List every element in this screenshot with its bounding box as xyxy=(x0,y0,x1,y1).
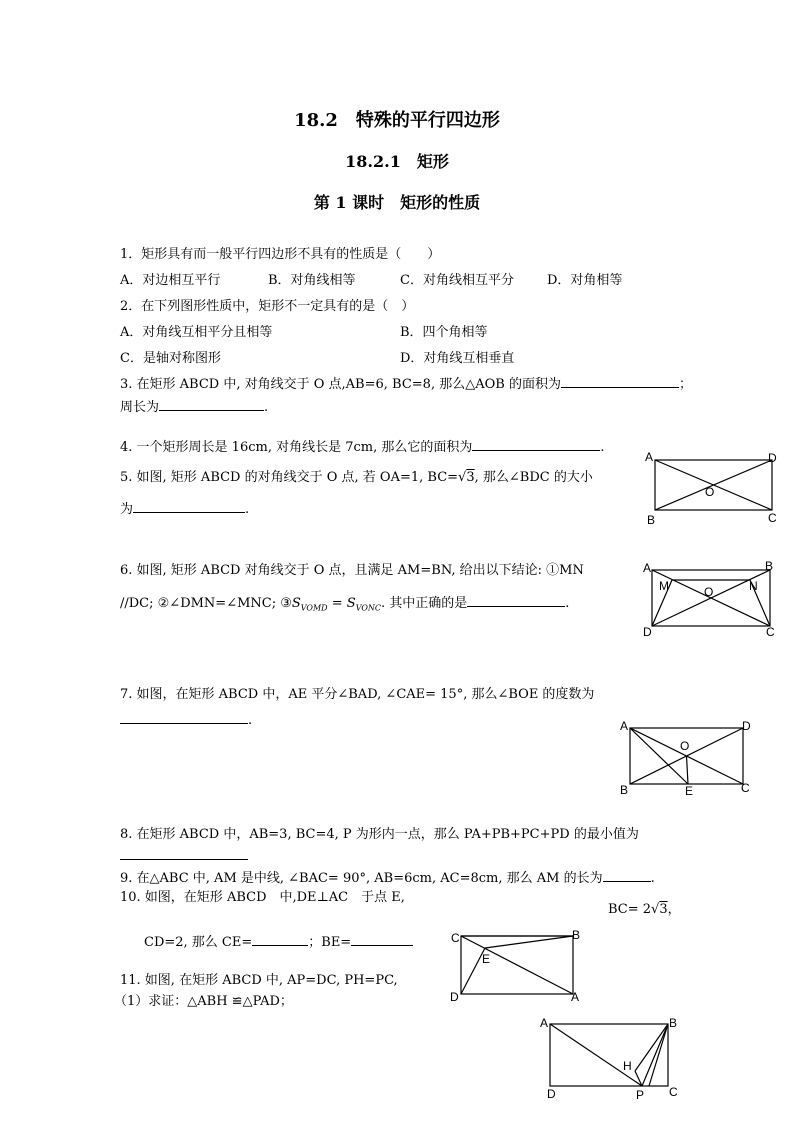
question-1-option-a: A．对边相互平行 xyxy=(120,273,221,288)
question-10-line-2 xyxy=(144,932,413,952)
area-symbol: S xyxy=(346,596,356,611)
segment-ap xyxy=(550,1024,642,1086)
question-3-line-1 xyxy=(120,374,692,394)
question-10-bc xyxy=(608,901,681,919)
question-3-text: 3. 在矩形 ABCD 中, 对角线交于 O 点,AB=6, BC=8, 那么△AOB 的面积为 xyxy=(120,377,561,392)
question-6-line-1: 6. 如图, 矩形 ABCD 对角线交于 O 点，且满足 AM=BN, 给出以下结论: ①MN xyxy=(120,563,584,578)
vertex-label: D xyxy=(643,625,652,639)
vertex-label: A xyxy=(540,1016,549,1030)
question-1-stem: 1．矩形具有而一般平行四边形不具有的性质是（ ） xyxy=(120,247,441,262)
vertex-label: C xyxy=(669,1085,678,1099)
question-2-option-c: C．是轴对称图形 xyxy=(120,351,221,366)
question-1-option-d: D．对角相等 xyxy=(547,273,623,288)
page-title: 18.2 特殊的平行四边形 xyxy=(294,110,500,131)
vertex-label: D xyxy=(450,990,459,1004)
answer-blank xyxy=(133,499,245,513)
question-8-line-1: 8. 在矩形 ABCD 中，AB=3, BC=4, P 为形内一点，那么 PA+PB+PC+PD 的最小值为 xyxy=(120,827,639,842)
sqrt-sign: √ xyxy=(651,902,660,917)
vertex-label: B xyxy=(669,1016,678,1030)
answer-blank xyxy=(561,374,679,388)
vertex-label: B xyxy=(620,783,629,797)
vertex-label: A xyxy=(571,990,580,1004)
answer-blank xyxy=(159,397,264,411)
question-2-option-b: B．四个角相等 xyxy=(400,325,488,340)
sqrt-radicand: 3 xyxy=(659,902,668,917)
vertex-label: B xyxy=(572,928,581,942)
punctuation: ； xyxy=(678,377,692,392)
equals-sign: = xyxy=(327,596,347,611)
segment-eb xyxy=(485,936,573,948)
question-9-text: 9. 在△ABC 中, AM 是中线, ∠BAC= 90°, AB=6cm, AC=8cm, 那么 AM 的长为 xyxy=(120,871,603,886)
answer-blank xyxy=(120,846,248,860)
punctuation: . xyxy=(248,713,253,728)
segment-bx xyxy=(649,1024,668,1086)
center-label: O xyxy=(680,739,690,753)
answer-blank xyxy=(467,593,565,607)
question-6-text: //DC; ②∠DMN=∠MNC; ③ xyxy=(120,596,292,611)
question-10-text: ；BE= xyxy=(308,935,352,950)
vertex-label: B xyxy=(647,513,656,527)
figure-q7-rectangle xyxy=(615,716,765,800)
area-symbol: S xyxy=(291,596,301,611)
sqrt-sign: √ xyxy=(458,470,467,485)
vertex-label: A xyxy=(620,719,629,733)
vertex-label: C xyxy=(768,511,777,525)
answer-blank xyxy=(120,710,248,724)
question-10-line-1: 10. 如图，在矩形 ABCD 中,DE⊥AC 于点 E, xyxy=(120,890,405,905)
question-2-option-d: D．对角线互相垂直 xyxy=(400,351,515,366)
segment-ae xyxy=(630,728,688,784)
figure-q10-rectangle xyxy=(448,926,588,1006)
answer-blank xyxy=(603,868,651,882)
figure-q5-rectangle xyxy=(640,448,790,528)
vertex-label: C xyxy=(741,781,750,795)
punctuation: . xyxy=(264,400,269,415)
area-subscript: VONC xyxy=(355,603,382,613)
vertex-label: D xyxy=(547,1087,556,1101)
question-8-line-2 xyxy=(120,846,248,866)
question-6-text: . 其中正确的是 xyxy=(381,596,468,611)
segment-oe xyxy=(687,756,689,784)
center-label: O xyxy=(704,585,714,599)
question-10-text: BC= 2 xyxy=(608,902,652,917)
figure-q11-rectangle xyxy=(535,1012,685,1104)
punctuation: . xyxy=(565,596,570,611)
vertex-label: C xyxy=(451,931,460,945)
answer-blank xyxy=(252,932,308,946)
rectangle-abcd xyxy=(550,1024,668,1086)
question-7-line-2 xyxy=(120,710,252,730)
question-1-option-b: B．对角线相等 xyxy=(268,273,356,288)
figure-q6-rectangle xyxy=(640,558,790,640)
question-5-text: 为 xyxy=(120,502,134,517)
vertex-label: A xyxy=(643,561,652,575)
question-1-option-c: C．对角线相互平分 xyxy=(400,273,514,288)
answer-blank xyxy=(472,437,600,451)
question-7-line-1: 7. 如图，在矩形 ABCD 中，AE 平分∠BAD, ∠CAE= 15°, 那么∠BOE 的度数为 xyxy=(120,687,595,702)
point-label: P xyxy=(636,1088,645,1102)
punctuation: ， xyxy=(667,902,681,917)
question-6-line-2 xyxy=(120,593,569,618)
question-5-line-1 xyxy=(120,469,593,487)
center-label: O xyxy=(705,485,715,499)
question-4 xyxy=(120,437,605,457)
question-4-text: 4. 一个矩形周长是 16cm, 对角线长是 7cm, 那么它的面积为 xyxy=(120,440,473,455)
question-5-text: 5. 如图, 矩形 ABCD 的对角线交于 O 点, 若 OA=1, BC= xyxy=(120,470,459,485)
point-label: E xyxy=(685,784,694,798)
vertex-label: C xyxy=(766,625,775,639)
answer-blank xyxy=(351,932,413,946)
vertex-label: B xyxy=(765,559,774,573)
punctuation: . xyxy=(650,871,655,886)
question-5-text: , 那么∠BDC 的大小 xyxy=(474,470,593,485)
point-label: N xyxy=(749,579,758,593)
question-5-line-2 xyxy=(120,499,249,519)
question-3-text: 周长为 xyxy=(120,400,160,415)
question-11-line-1: 11. 如图, 在矩形 ABCD 中, AP=DC, PH=PC, xyxy=(120,973,398,988)
point-label: M xyxy=(659,579,669,593)
area-subscript: VOMD xyxy=(300,603,328,613)
vertex-label: D xyxy=(768,451,777,465)
lesson-title: 第 1 课时 矩形的性质 xyxy=(313,193,481,212)
question-9 xyxy=(120,868,655,888)
question-2-option-a: A．对角线互相平分且相等 xyxy=(120,325,273,340)
sqrt-radicand: 3 xyxy=(466,470,475,485)
question-11-part-1: （1）求证：△ABH ≌△PAD； xyxy=(114,994,293,1009)
punctuation: . xyxy=(245,502,250,517)
punctuation: . xyxy=(600,440,605,455)
point-label: H xyxy=(623,1059,632,1073)
vertex-label: A xyxy=(645,450,654,464)
diagonal-ca xyxy=(461,936,573,994)
point-label: E xyxy=(482,952,491,966)
vertex-label: D xyxy=(742,719,751,733)
question-2-stem: 2．在下列图形性质中，矩形不一定具有的是（ ） xyxy=(120,299,415,314)
question-3-line-2 xyxy=(120,397,268,417)
question-10-text: CD=2, 那么 CE= xyxy=(144,935,253,950)
section-title: 18.2.1 矩形 xyxy=(345,152,449,171)
